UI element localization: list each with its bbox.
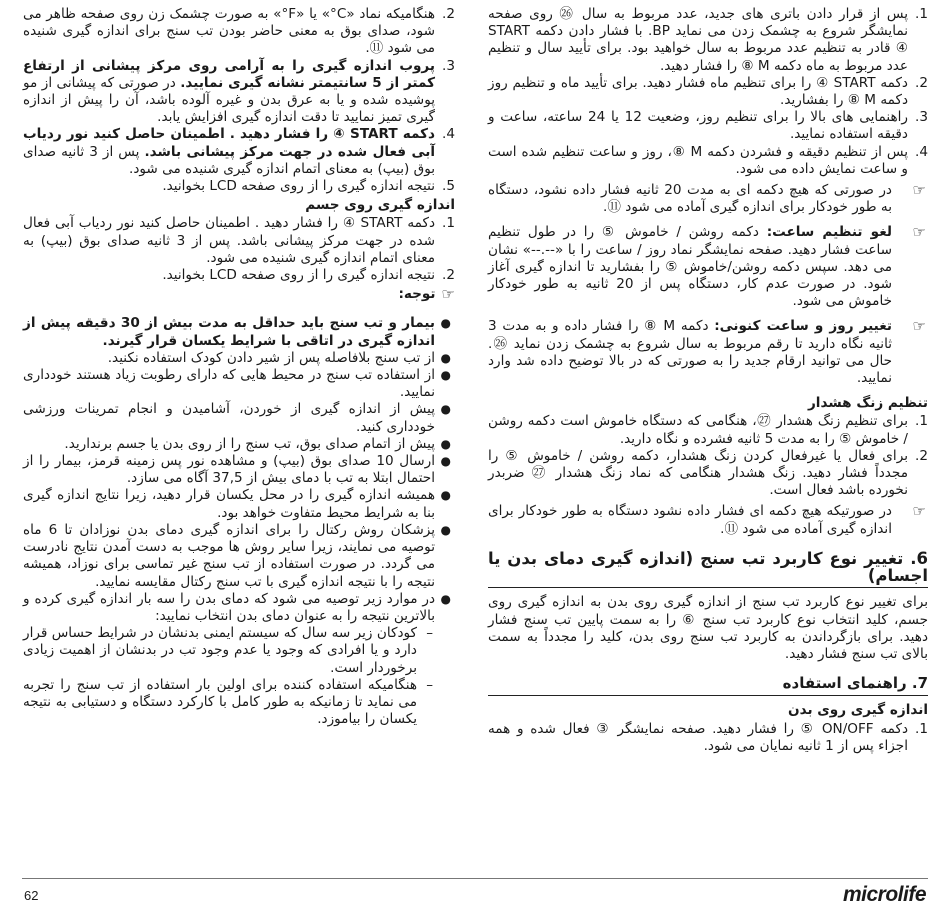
right-column [488, 6, 928, 755]
list-item: 1. پس از قرار دادن باتری های جدید، عدد مربوط به سال ㉖ روی صفحه نمایشگر شروع به چشمک زدن می نماید BP. با فشار دادن دکمه START ④ قادر به تنظیم عدد مربوط به سال خواهید بود. برای تأیید سال و تنظیم عدد مربوط به ماه دکمه M ⑧ را فشار دهید. [488, 6, 928, 74]
bullet-item: ● از استفاده تب سنج در محیط هایی که دارای رطوبت زیاد هستند خودداری نمایید. [23, 367, 451, 401]
bullet-item: ● پزشکان روش رکتال را برای اندازه گیری دمای بدن نوزادان تا 6 ماه توصیه می نمایند، زیرا سایر روش ها موجب به دست آمدن نتایج نادرست می گردد. در صورت استفاده از تب سنج غیر تماسی برای نوزاد، همیشه نتیجه را با نتیجه اندازه گیری با تب سنج رکتال مقایسه نمایید. [23, 521, 451, 590]
pointing-hand-icon: ☞ [912, 502, 926, 521]
body-measurement-heading: اندازه گیری روی بدن [788, 702, 928, 719]
left-column [23, 6, 455, 728]
note-block: ☞ لغو تنظیم ساعت: دکمه روشن / خاموش ⑤ را در طول تنظیم ساعت فشار دهید. صفحه نمایشگر نماد روز / ساعت را با «--.--» نشان می دهد. سپس دکمه روشن/خاموش ⑤ را بفشارید تا اندازه گیری آغاز شود. در صورت عدم کار، دستگاه پس از 20 ثانیه به طور خودکار خاموش می شود. [488, 223, 926, 310]
list-item: 2. برای فعال یا غیرفعال کردن زنگ هشدار، دکمه روشن / خاموش ⑤ را مجدداً فشار دهید. زنگ هشدار هنگامی که نماد زنگ هشدار ㉗ ضربدر نخورده باشد فعال است. [488, 447, 928, 499]
note-block: ☞ در صورتی که هیچ دکمه ای به مدت 20 ثانیه فشار داده نشود، دستگاه به طور خودکار برای اندازه گیری آماده می شود ⑪. [488, 181, 926, 216]
list-item: 3. پروب اندازه گیری را به آرامی روی مرکز پیشانی از ارتفاع کمتر از 5 سانتیمتر نشانه گیری نمایید. در صورتی که پیشانی از مو پوشیده شده و یا به عرق بدن و غیره آلوده باشد، آن را پیش از اندازه گیری تمیز نمایید تا دقت اندازه گیری افزایش یابد. [23, 57, 455, 126]
bullet-item: ● از تب سنج بلافاصله پس از شیر دادن کودک استفاده نکنید. [107, 349, 451, 366]
bullet-item: ● ارسال 10 صدای بوق (بیپ) و مشاهده نور پس زمینه قرمز، بیمار را از احتمال ابتلا به تب با دمای بیش از 37,5 آگاه می سازد. [23, 453, 451, 487]
list-item: 4. پس از تنظیم دقیقه و فشردن دکمه M ⑧، روز و ساعت تنظیم شده است و ساعت نمایش داده می شود. [488, 143, 928, 177]
pointing-hand-icon: ☞ [441, 285, 455, 304]
note-block: ☞ تغییر روز و ساعت کنونی: دکمه M ⑧ را فشار داده و به مدت 3 ثانیه نگاه دارید تا رقم مربوط به سال شروع به چشمک زدن نماید ㉖. حال می توانید ارقام جدید را به صورتی که در بالا توضیح داده شد وارد نمایید. [488, 317, 926, 387]
sub-bullet-item: – هنگامیکه استفاده کننده برای اولین بار استفاده از تب سنج را تجربه می نماید تا زمانیکه به طور کامل با کارکرد دستگاه و دستیابی به نتیجه یکسان را بیاموزد. [23, 676, 433, 728]
note-block: ☞ در صورتیکه هیچ دکمه ای فشار داده نشود دستگاه به طور خودکار برای اندازه گیری آماده می شود ⑪. [488, 502, 926, 537]
footer-divider [22, 878, 928, 879]
pointing-hand-icon: ☞ [912, 317, 926, 336]
list-item: 1. دکمه ON/OFF ⑤ را فشار دهید. صفحه نمایشگر ③ فعال شده و همه اجزاء پس از 1 ثانیه نمایان می شود. [488, 720, 928, 754]
bullet-item: ● پیش از اندازه گیری از خوردن، آشامیدن و انجام تمرینات ورزشی خودداری کنید. [23, 401, 451, 435]
list-item: 2. هنگامیکه نماد «C°» یا «F°» به صورت چشمک زن روی صفحه ظاهر می شود، صدای بوق به معنی حاضر بودن تب سنج برای اندازه گیری شنیده می شود ⑪. [23, 6, 455, 57]
brand-logo: microlife [842, 883, 926, 906]
section-7-title: 7. راهنمای استفاده [488, 675, 928, 696]
list-item: 3. راهنمایی های بالا را برای تنظیم روز، وضعیت 12 یا 24 ساعته، ساعت و دقیقه استفاده نمایید. [488, 109, 928, 143]
pointing-hand-icon: ☞ [912, 181, 926, 200]
note-label: ☞ توجه: [398, 285, 455, 304]
bullet-item: ● پیش از اتمام صدای بوق، تب سنج را از روی بدن یا جسم برندارید. [64, 435, 451, 452]
bullet-item: ● همیشه اندازه گیری را در محل یکسان قرار دهید، زیرا نتایج اندازه گیری بنا به شرایط محیط متفاوت خواهد بود. [23, 487, 451, 521]
pointing-hand-icon: ☞ [912, 223, 926, 242]
sub-bullet-item: – کودکان زیر سه سال که سیستم ایمنی بدنشان در شرایط حساس قرار دارد و یا افرادی که وجود یا عدم وجود تب در بدنشان از اهمیت زیادی برخوردار است. [23, 625, 433, 676]
list-item: 5. نتیجه اندازه گیری را از روی صفحه LCD بخوانید. [162, 178, 455, 195]
list-item: 1. دکمه START ④ را فشار دهید . اطمینان حاصل کنید نور ردیاب آبی فعال شده در جهت مرکز پیشانی باشد. پس از 3 ثانیه صدای بوق (بیپ) به معنای اتمام اندازه گیری شنیده می شود. [23, 215, 455, 266]
list-item: 1. برای تنظیم زنگ هشدار ㉗، هنگامی که دستگاه خاموش است دکمه روشن / خاموش ⑤ را به مدت 5 ثانیه فشرده و نگاه دارید. [488, 413, 928, 447]
section-6-title: 6. تغییر نوع کاربرد تب سنج (اندازه گیری دمای بدن یا اجسام) [488, 550, 928, 588]
object-measurement-heading: اندازه گیری روی جسم [305, 197, 455, 214]
alarm-heading: تنظیم زنگ هشدار [807, 395, 928, 412]
bullet-item: ● در موارد زیر توصیه می شود که دمای بدن را سه بار اندازه گیری کرده و بالاترین نتیجه را به عنوان دمای بدن انتخاب نمایید: [23, 590, 451, 624]
bullet-item: ● بیمار و تب سنج باید حداقل به مدت بیش از 30 دقیقه پیش از اندازه گیری در اتاقی با شرایط یکسان قرار گیرند. [23, 315, 451, 349]
list-item: 2. نتیجه اندازه گیری را از روی صفحه LCD بخوانید. [162, 267, 455, 284]
list-item: 4. دکمه START ④ را فشار دهید . اطمینان حاصل کنید نور ردیاب آبی فعال شده در جهت مرکز پیشانی باشد. پس از 3 ثانیه صدای بوق (بیپ) به معنای اتمام اندازه گیری شنیده می شود. [23, 126, 455, 177]
list-item: 2. دکمه START ④ را برای تنظیم ماه فشار دهید. برای تأیید ماه و تنظیم روز دکمه M ⑧ را بفشارید. [488, 74, 928, 109]
page-number: 62 [24, 888, 39, 903]
section-6-text: برای تغییر نوع کاربرد تب سنج از اندازه گیری روی بدن به اندازه گیری روی جسم، کلید انتخاب نوع کاربرد تب سنج ⑥ را به سمت پایین تب سنج فشار دهید. برای بازگرداندن به کاربرد تب سنج روی بدن، کلید را مجدداً به سمت بالای تب سنج فشار دهید. [488, 594, 928, 662]
